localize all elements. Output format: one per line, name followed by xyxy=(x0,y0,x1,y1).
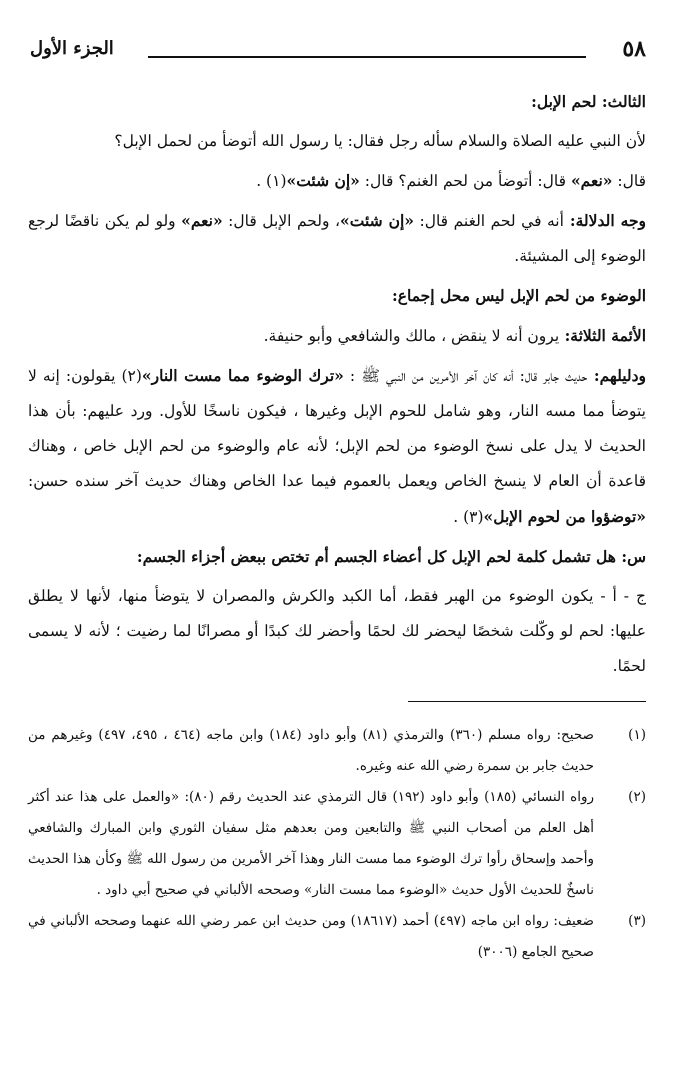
running-title: الجزء الأول xyxy=(30,38,114,59)
footnote-text: رواه ابن ماجه (٤٩٧) أحمد (١٨٦١٧) ومن حديث ابن عمر رضي الله عنهما وصححه الألباني في صحيح الجامع (٣٠٠٦) xyxy=(28,913,594,960)
footnote xyxy=(28,720,646,782)
paragraph-three-imams: الأئمة الثلاثة: يرون أنه لا ينقض ، مالك والشافعي وأبو حنيفة. xyxy=(263,326,646,345)
footnote-grade: ضعيف: xyxy=(553,913,594,929)
section-heading-camel-meat: الثالث: لحم الإبل: xyxy=(531,92,646,111)
paragraph-their-evidence: ودليلهم: حديث جابر قال: أنه كان آخر الأمرين من النبي ﷺ : «ترك الوضوء مما مست النار»(٢) يقولون: إنه لا يتوضأ مما مسه النار، وهو شامل للحوم الإبل وغيرها ، فيكون ناسخًا للأول. ورد عليهم: بأن هذا الحديث لا يدل على نسخ الوضوء من لحم الإبل؛ لأنه عام والوضوء من لحم الإبل خاص ، وهناك قاعدة أن العام لا ينسخ الخاص ويعمل بالعموم فيما عدا الخاص وهناك حديث آخر سنده حسن: «توضؤوا من لحوم الإبل»(٣) . xyxy=(28,366,646,526)
question-heading: س: هل تشمل كلمة لحم الإبل كل أعضاء الجسم أم تختص ببعض أجزاء الجسم: xyxy=(136,547,646,566)
main-text xyxy=(28,84,646,688)
footnote-number: (٣) xyxy=(628,913,646,929)
footnotes xyxy=(28,720,646,968)
paragraph-answer: قال: «نعم» قال: أتوضأ من لحم الغنم؟ قال: «إن شئت»(١) . xyxy=(256,171,646,190)
footnote-grade: صحيح: xyxy=(556,727,595,743)
paragraph-evidence: وجه الدلالة: أنه في لحم الغنم قال: «إن شئت»، ولحم الإبل قال: «نعم» ولو لم يكن ناقضًا لرجع الوضوء إلى المشيئة. xyxy=(28,211,647,265)
header-rule xyxy=(148,56,586,58)
footnote-text: رواه مسلم (٣٦٠) والترمذي (٨١) وأبو داود (١٨٤) وابن ماجه (٤٦٤ ، ٤٩٥، ٤٩٧) وغيرهم من حديث جابر بن سمرة رضي الله عنه وغيره. xyxy=(28,727,594,774)
section-heading-no-consensus: الوضوء من لحم الإبل ليس محل إجماع: xyxy=(392,286,646,305)
paragraph-question: لأن النبي عليه الصلاة والسلام سأله رجل فقال: يا رسول الله أتوضأ من لحمل الإبل؟ xyxy=(114,132,646,150)
page-header xyxy=(30,36,646,66)
paragraph-answer-organs: ج - أ - يكون الوضوء من الهبر فقط، أما الكبد والكرش والمصران لا يتوضأ منها، لأنها لا يطلق عليها: لحم لو وكّلت شخصًا ليحضر لك لحمًا وأحضر لك كبدًا أو مصرانًا لما رضيت ؛ لأنه لا يسمى لحمًا. xyxy=(28,587,646,675)
footnote-number: (٢) xyxy=(628,789,646,805)
footnote xyxy=(28,782,646,906)
footnote-rule xyxy=(408,701,646,702)
footnote-text: رواه النسائي (١٨٥) وأبو داود (١٩٢) قال الترمذي عند الحديث رقم (٨٠): «والعمل على هذا عند أكثر أهل العلم من أصحاب النبي ﷺ والتابعين ومن بعدهم مثل سفيان الثوري وابن المبارك والشافعي وأحمد وإسحاق رأوا ترك الوضوء مما مست النار وهذا آخر الأمرين من رسول الله ﷺ وكأن هذا الحديث ناسخٌ للحديث الأول حديث «الوضوء مما مست النار» وصححه الألباني في صحيح أبي داود . xyxy=(28,789,595,898)
footnote-number: (١) xyxy=(628,727,646,743)
footnote xyxy=(28,906,646,968)
page-number: ٥٨ xyxy=(622,36,646,62)
